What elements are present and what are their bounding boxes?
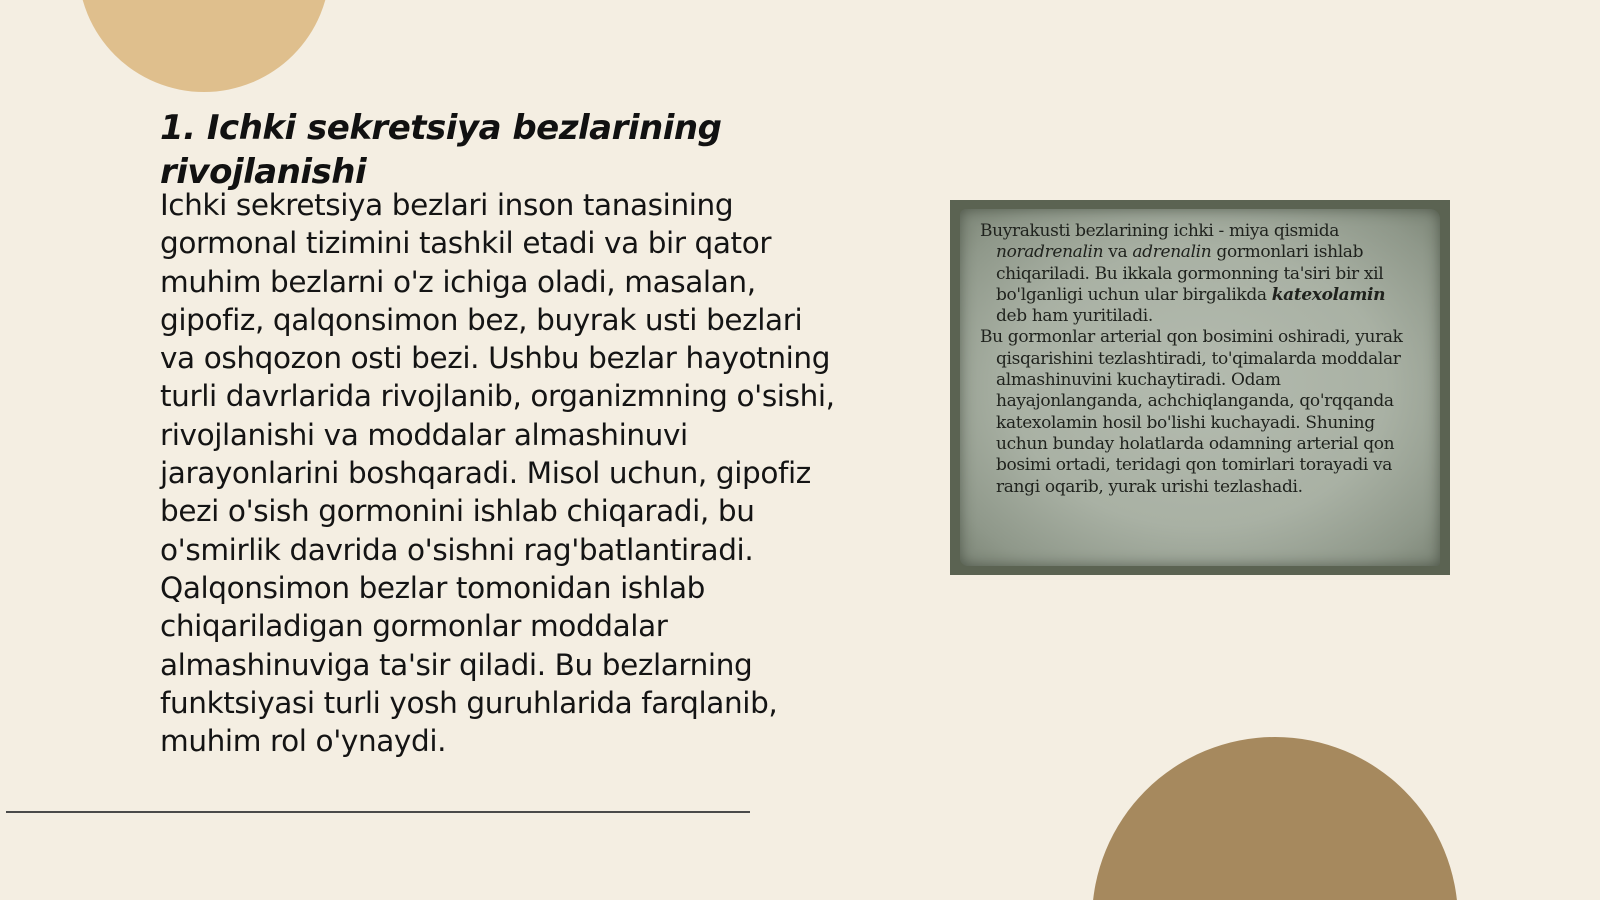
scanned-paper	[960, 209, 1440, 566]
scan-text: gormonlari ishlab chiqariladi. Bu ikkala gormonning ta'siri bir xil bo'lganligi uchun ular birgalikda	[996, 242, 1384, 305]
scan-term-noradrenalin: noradrenalin	[996, 242, 1104, 263]
scan-text: deb ham yuritiladi.	[996, 306, 1153, 327]
scan-text: Buyrakusti bezlarining ichki - miya qismida	[980, 221, 1340, 241]
scan-text: va	[1103, 242, 1133, 263]
slide-title: 1. Ichki sekretsiya bezlarining rivojlanishi	[160, 108, 722, 192]
decorative-circle-bottom	[1092, 737, 1458, 900]
scan-paragraph-2: Bu gormonlar arterial qon bosimini oshiradi, yurak qisqarishini tezlashtiradi, to'qimalarda moddalar almashinuvini kuchaytiradi. Odam hayajonlanganda, achchiqlanganda, qo'rqqanda katexolamin hosil bo'lishi kuchayadi. Shuning uchun bunday holatlarda odamning arterial qon bosimi ortadi, teridagi qon tomirlari torayadi va rangi oqarib, yurak urishi tezlashadi.	[980, 327, 1403, 497]
scan-term-adrenalin: adrenalin	[1132, 242, 1212, 263]
scanned-text-image	[950, 200, 1450, 575]
scan-term-katexolamin: katexolamin	[1271, 284, 1386, 305]
slide-body-text: Ichki sekretsiya bezlari inson tanasining gormonal tizimini tashkil etadi va bir qator muhim bezlarni o'z ichiga oladi, masalan, gipofiz, qalqonsimon bez, buyrak usti bezlari va oshqozon osti bezi. Ushbu bezlar hayotning turli davrlarida rivojlanib, organizmning o'sishi, rivojlanishi va moddalar almashinuvi jarayonlarini boshqaradi. Misol uchun, gipofiz bezi o'sish gormonini ishlab chiqaradi, bu o'smirlik davrida o'sishni rag'batlantiradi. Qalqonsimon bezlar tomonidan ishlab chiqariladigan gormonlar moddalar almashinuviga ta'sir qiladi. Bu bezlarning funktsiyasi turli yosh guruhlarida farqlanib, muhim rol o'ynaydi.	[160, 188, 835, 759]
divider-line	[6, 811, 750, 813]
decorative-circle-top	[78, 0, 330, 92]
scan-paragraph-1	[980, 221, 1418, 327]
